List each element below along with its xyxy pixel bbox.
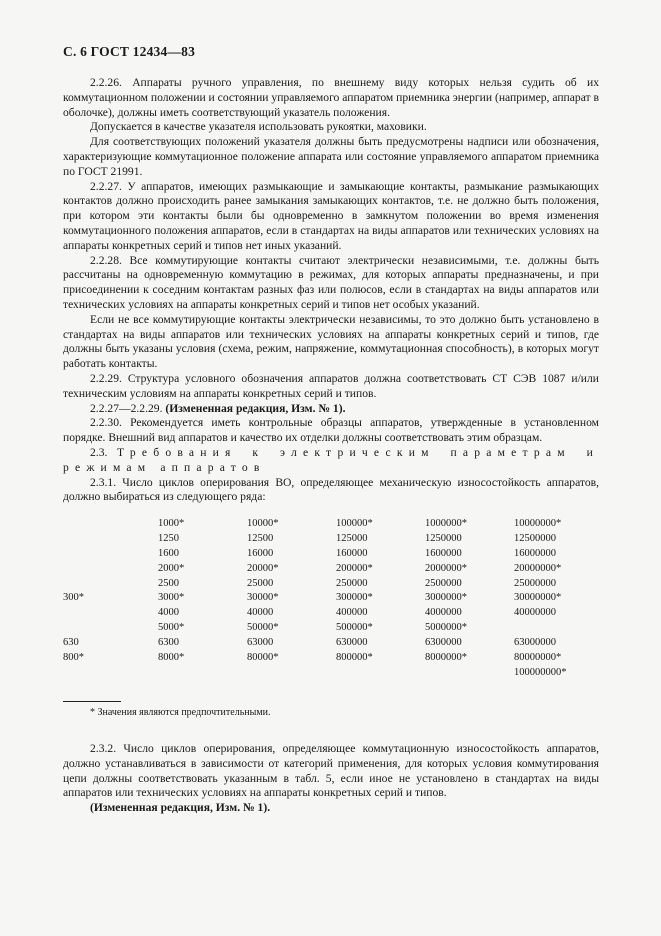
series-cell: 250000 [336,577,368,589]
series-row [63,607,594,622]
series-cell: 300* [63,592,84,604]
series-cell [63,533,158,548]
section-2-3-2-text [63,742,599,816]
series-row [63,518,594,533]
series-cell: 80000000* [514,652,562,664]
series-cell: 30000000* [514,592,562,604]
paragraph-2-2-30: 2.2.30. Рекомендуется иметь контрольные образцы аппаратов, утвержденные в установленном порядке. Внешний вид аппаратов и качество их отделки должны соответствовать этим образцам. [63,416,599,445]
series-row [63,667,594,682]
footnote-rule [63,701,121,702]
series-cell: 2500 [158,577,179,589]
series-cell [63,518,158,533]
series-cell: 2000* [158,562,185,574]
series-cell: 10000* [247,518,279,529]
series-cell [63,667,158,682]
series-cell: 16000 [247,547,274,559]
series-cell: 500000* [336,622,373,634]
page-header: С. 6 ГОСТ 12434—83 [63,44,196,59]
series-cell [63,578,158,593]
operation-cycles-series-table [63,518,594,682]
series-cell [514,622,594,637]
series-cell: 3000000* [425,592,467,604]
section-2-2-text [63,76,599,505]
series-cell: 30000* [247,592,279,604]
series-cell [158,667,247,682]
heading-2-3-number: 2.3. [90,445,108,459]
paragraph-2-3-1: 2.3.1. Число циклов оперирования ВО, определяющее механическую износостойкость аппаратов, должно выбираться из следующего ряда: [63,475,599,504]
series-row [63,563,594,578]
series-cell: 1000000* [425,518,467,529]
series-cell: 4000000 [425,607,462,619]
series-cell: 20000000* [514,562,562,574]
series-cell: 40000 [247,607,274,619]
series-cell [336,667,425,682]
series-cell: 20000* [247,562,279,574]
series-cell [247,667,336,682]
series-cell: 8000* [158,652,185,664]
series-cell: 1600 [158,547,179,559]
series-row [63,548,594,563]
series-cell: 10000000* [514,518,562,529]
series-cell: 1250000 [425,532,462,544]
series-cell: 63000 [247,637,274,649]
paragraph-indicator-labels: Для соответствующих положений указателя должны быть предусмотрены надписи или обозначения, характеризующие коммутационное положение аппарата или состояние управляемого аппаратом приемника по ГОСТ 21991. [63,135,599,178]
series-cell: 3000* [158,592,185,604]
series-row [63,637,594,652]
series-cell [63,607,158,622]
series-row [63,622,594,637]
series-cell [63,548,158,563]
series-row [63,578,594,593]
series-cell: 2000000* [425,562,467,574]
series-cell: 160000 [336,547,368,559]
series-cell: 80000* [247,652,279,664]
paragraph-2-2-28: 2.2.28. Все коммутирующие контакты считают электрически независимыми, т.е. должны быть рассчитаны на одновременную коммутацию в режимах, для которых аппараты предназначены, и при присоединении к соседним контактам разных фаз или полюсов, если в стандартах на виды аппаратов или технических условиях на аппараты конкретных серий и типов нет особых указаний. [63,253,599,311]
series-cell: 200000* [336,562,373,574]
amendment-line [63,402,599,417]
series-cell: 6300000 [425,637,462,649]
amendment-ref: 2.2.27—2.2.29. [90,401,163,415]
heading-2-3-title: Требования к электрическим параметрам и режимам аппаратов [63,445,599,474]
series-cell: 125000 [336,532,368,544]
series-cell [63,563,158,578]
series-cell: 25000000 [514,577,556,589]
amendment-note: (Измененная редакция, Изм. № 1). [165,401,346,415]
series-cell: 800000* [336,652,373,664]
paragraph-2-2-29: 2.2.29. Структура условного обозначения аппаратов должна соответствовать СТ СЭВ 1087 и/или техническим условиям на аппараты конкретных серий и типов. [63,371,599,400]
series-cell: 6300 [158,637,179,649]
series-cell: 5000000* [425,622,467,634]
series-cell: 400000 [336,607,368,619]
paragraph-2-2-26: 2.2.26. Аппараты ручного управления, по внешнему виду которых нельзя судить об их коммутационном положении и состоянии управляемого аппаратом приемника энергии (например, аппарат в оболочке), должны иметь соответствующий указатель положения. [63,76,599,119]
series-cell: 16000000 [514,547,556,559]
amendment-note-2: (Измененная редакция, Изм. № 1). [90,801,271,815]
series-cell: 25000 [247,577,274,589]
series-cell: 630 [63,637,79,649]
series-cell: 8000000* [425,652,467,664]
series-cell: 300000* [336,592,373,604]
series-cell: 100000000* [514,666,567,678]
series-row [63,533,594,548]
series-cell: 1250 [158,532,179,544]
series-row [63,652,594,667]
series-cell: 630000 [336,637,368,649]
series-cell: 1600000 [425,547,462,559]
series-cell [425,667,514,682]
paragraph-handles: Допускается в качестве указателя использовать рукоятки, маховики. [90,120,427,134]
series-cell: 100000* [336,518,373,529]
series-cell: 2500000 [425,577,462,589]
series-cell: 12500000 [514,532,556,544]
series-cell: 12500 [247,532,274,544]
series-cell: 5000* [158,622,185,634]
series-cell: 4000 [158,607,179,619]
series-cell: 1000* [158,518,185,529]
series-table-body [63,518,594,682]
series-row [63,592,594,607]
footnote-preferred-values: * Значения являются предпочтительными. [90,707,271,718]
series-cell [63,622,158,637]
paragraph-2-2-27: 2.2.27. У аппаратов, имеющих размыкающие и замыкающие контакты, размыкание размыкающих контактов должно происходить ранее замыкания замыкающих контактов, т.е. не должно быть положения, при котором эти контакты были бы одновременно в замкнутом положении во время изменения коммутационного положения аппаратов, если в стандартах на виды аппаратов или технических условиях на аппараты конкретных серий и типов нет иных указаний. [63,179,599,252]
paragraph-2-3-2: 2.3.2. Число циклов оперирования, определяющее коммутационную износостойкость аппаратов, должно устанавливаться в зависимости от категорий применения, для которых условия коммутирования цепи должны соответствовать указанным в табл. 5, если иное не установлено в стандартах на виды аппаратов или технических условиях на аппараты конкретных серий и типов. [63,742,599,800]
series-cell: 50000* [247,622,279,634]
heading-2-3 [63,446,599,476]
paragraph-dependent-contacts: Если не все коммутирующие контакты электрически независимы, то это должно быть установлено в стандартах на виды аппаратов или технических условиях на аппараты конкретных серий и типов, где должны быть указаны условия (схема, режим, напряжение, коммутационная способность), в которых могут работать контакты. [63,312,599,371]
series-cell: 40000000 [514,607,556,619]
series-cell: 63000000 [514,637,556,649]
series-cell: 800* [63,652,84,664]
